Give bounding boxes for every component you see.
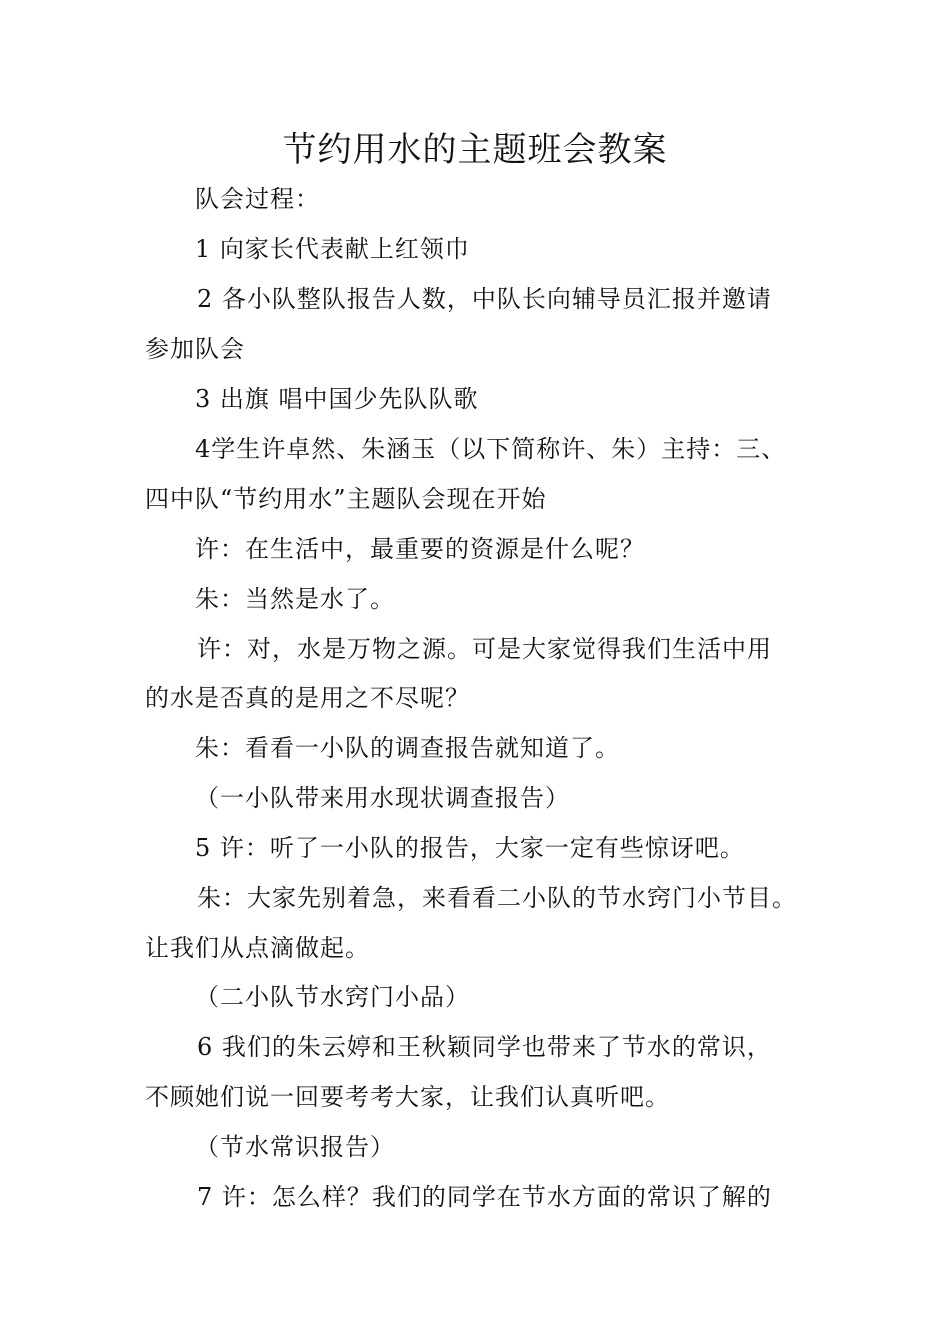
paragraph-line: 5 许：听了一小队的报告，大家一定有些惊讶吧。	[195, 834, 745, 862]
paragraph-line: 队会过程：	[195, 185, 320, 213]
paragraph-line: 参加队会	[145, 335, 245, 363]
paragraph-line: 2 各小队整队报告人数，中队长向辅导员汇报并邀请	[197, 285, 772, 313]
paragraph-line: 让我们从点滴做起。	[145, 934, 370, 962]
paragraph-line: 朱：大家先别着急，来看看二小队的节水窍门小节目。	[197, 884, 797, 912]
paragraph-line: 朱：当然是水了。	[195, 585, 395, 613]
paragraph-line: 朱：看看一小队的调查报告就知道了。	[195, 734, 620, 762]
paragraph-line: （一小队带来用水现状调查报告）	[195, 784, 570, 812]
paragraph-line: 许：对，水是万物之源。可是大家觉得我们生活中用	[197, 635, 772, 663]
paragraph-line: 四中队“节约用水”主题队会现在开始	[145, 485, 547, 513]
paragraph-line: 3 出旗 唱中国少先队队歌	[195, 385, 479, 413]
document-title: 节约用水的主题班会教案	[282, 130, 668, 170]
paragraph-line: 1 向家长代表献上红领巾	[195, 235, 470, 263]
paragraph-line: （二小队节水窍门小品）	[195, 983, 470, 1011]
paragraph-line: 不顾她们说一回要考考大家，让我们认真听吧。	[145, 1083, 670, 1111]
paragraph-line: 的水是否真的是用之不尽呢？	[145, 684, 470, 712]
paragraph-line: 许：在生活中，最重要的资源是什么呢？	[195, 535, 645, 563]
paragraph-line: （节水常识报告）	[195, 1133, 395, 1161]
paragraph-line: 6 我们的朱云婷和王秋颖同学也带来了节水的常识，	[197, 1033, 772, 1061]
paragraph-line: 7 许：怎么样？我们的同学在节水方面的常识了解的	[197, 1183, 772, 1211]
paragraph-line: 4学生许卓然、朱涵玉（以下简称许、朱）主持：三、	[195, 435, 787, 463]
